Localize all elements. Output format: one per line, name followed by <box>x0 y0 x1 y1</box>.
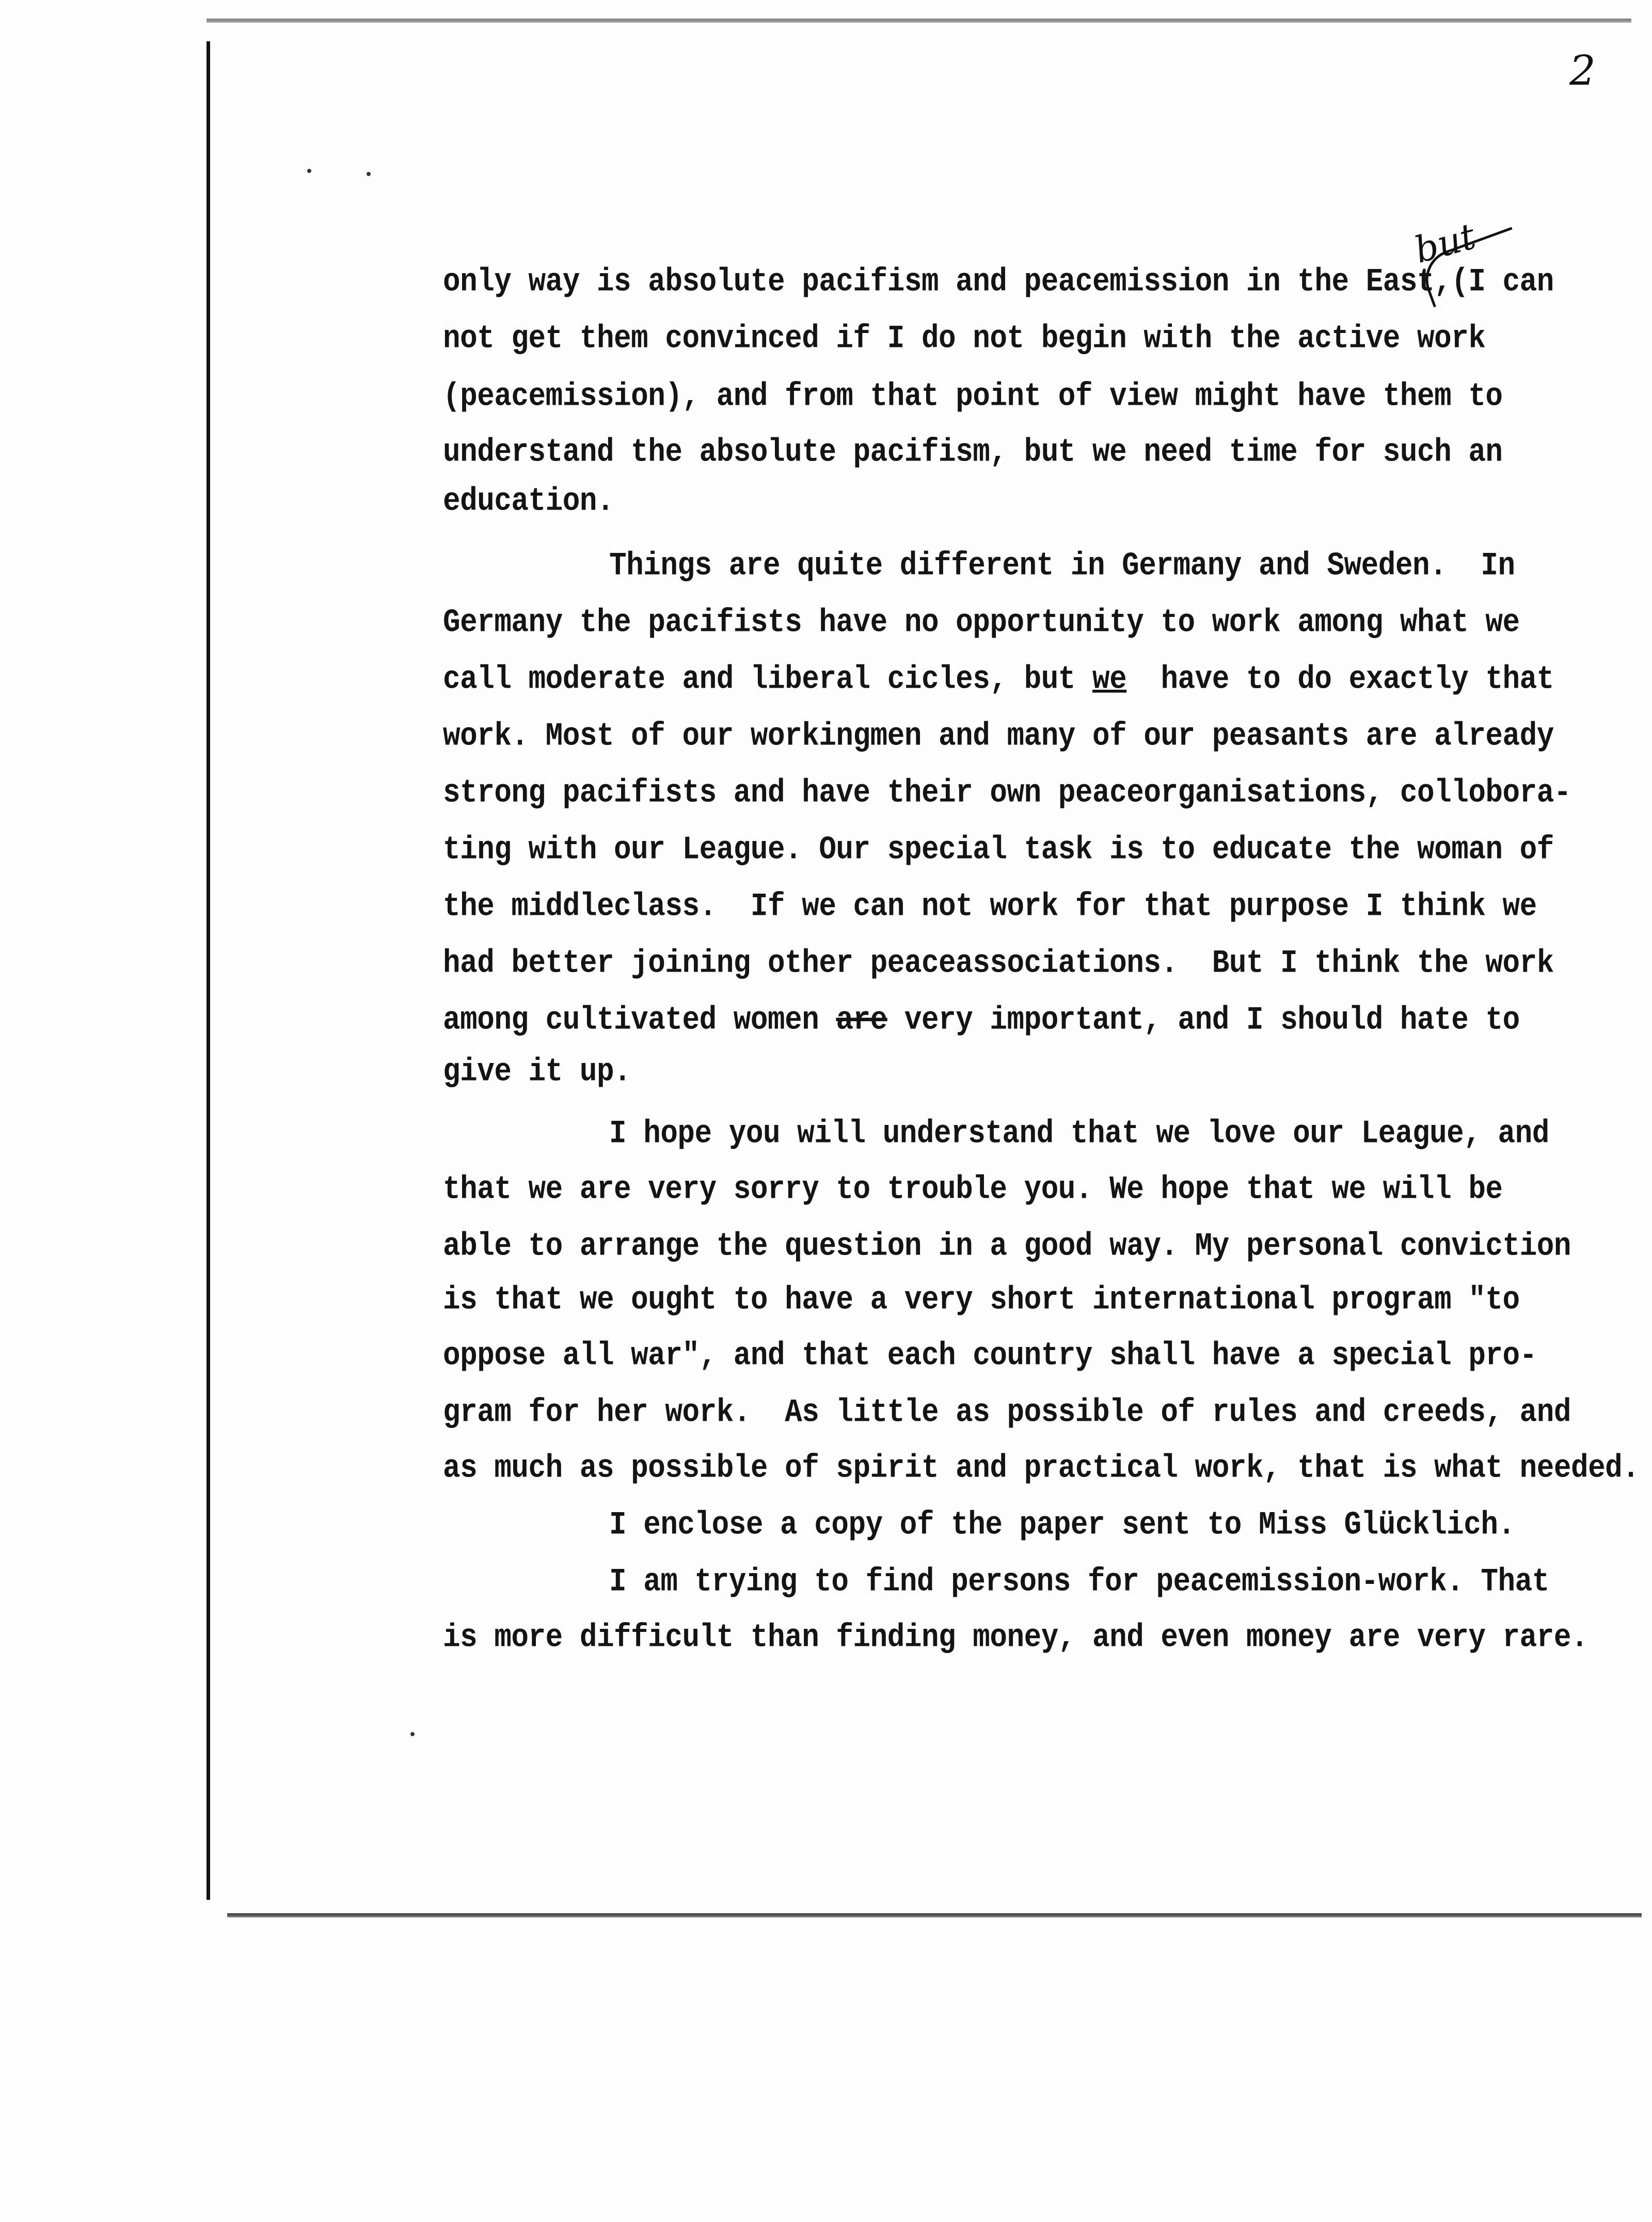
text-segment: among cultivated women <box>443 1002 836 1039</box>
text-line <box>443 263 1554 300</box>
text-line <box>443 378 1503 415</box>
text-segment: that we are very sorry to trouble you. We hope that we will be <box>443 1171 1503 1208</box>
text-line <box>609 1506 1515 1544</box>
text-line <box>609 547 1515 584</box>
text-line <box>443 1002 1520 1039</box>
text-line <box>443 888 1537 925</box>
text-segment: is that we ought to have a very short international program "to <box>443 1281 1520 1319</box>
text-line <box>443 1337 1537 1374</box>
text-line <box>443 945 1554 982</box>
speck <box>367 172 371 176</box>
text-segment: I am trying to find persons for peacemission-work. That <box>609 1563 1549 1600</box>
text-line <box>443 1228 1571 1265</box>
text-line <box>443 718 1554 755</box>
text-line <box>443 1619 1588 1656</box>
text-segment: work. Most of our workingmen and many of our peasants are already <box>443 718 1554 755</box>
text-segment: I enclose a copy of the paper sent to Miss Glücklich. <box>609 1506 1515 1544</box>
text-line <box>443 1053 631 1090</box>
text-line <box>443 774 1571 812</box>
speck <box>410 1732 415 1736</box>
text-segment: very important, and I should hate to <box>887 1002 1520 1039</box>
page-bottom-edge <box>227 1913 1642 1917</box>
text-segment: Things are quite different in Germany and Sweden. In <box>609 547 1515 584</box>
text-line <box>443 1171 1503 1208</box>
speck <box>307 169 311 173</box>
text-line <box>443 1394 1571 1431</box>
handwritten-insert: but <box>1410 215 1480 272</box>
underlined-word: we <box>1092 661 1127 698</box>
text-segment: Germany the pacifists have no opportunity to work among what we <box>443 604 1520 641</box>
text-line <box>443 434 1503 471</box>
text-segment: have to do exactly that <box>1126 661 1554 698</box>
text-segment: call moderate and liberal cicles, but <box>443 661 1093 698</box>
page-left-edge <box>206 41 210 1900</box>
text-line <box>443 661 1554 698</box>
text-line <box>609 1115 1549 1152</box>
text-segment: I hope you will understand that we love our League, and <box>609 1115 1549 1152</box>
page-number: 2 <box>1569 46 1596 94</box>
text-line <box>443 483 614 520</box>
text-segment: as much as possible of spirit and practical work, that is what needed. <box>443 1450 1640 1487</box>
text-segment: ting with our League. Our special task is to educate the woman of <box>443 831 1554 868</box>
text-line <box>609 1563 1549 1600</box>
text-segment: gram for her work. As little as possible of rules and creeds, and <box>443 1394 1571 1431</box>
text-segment: understand the absolute pacifism, but we need time for such an <box>443 434 1503 471</box>
text-line <box>443 320 1485 357</box>
text-segment: (peacemission), and from that point of view might have them to <box>443 378 1503 415</box>
text-line <box>443 604 1520 641</box>
text-line <box>443 1281 1520 1319</box>
text-segment: not get them convinced if I do not begin with the active work <box>443 320 1486 357</box>
page-top-edge <box>206 19 1631 23</box>
text-segment: oppose all war", and that each country shall have a special pro- <box>443 1337 1537 1374</box>
text-line <box>443 1450 1639 1487</box>
text-segment: is more difficult than finding money, and even money are very rare. <box>443 1619 1589 1656</box>
text-segment: had better joining other peaceassociations. But I think the work <box>443 945 1554 982</box>
text-segment: strong pacifists and have their own peaceorganisations, collobora- <box>443 774 1571 812</box>
text-segment: able to arrange the question in a good way. My personal conviction <box>443 1228 1571 1265</box>
struck-word: are <box>836 1002 887 1039</box>
text-segment: education. <box>443 483 614 520</box>
text-segment: the middleclass. If we can not work for that purpose I think we <box>443 888 1537 925</box>
text-segment: give it up. <box>443 1053 631 1090</box>
text-line <box>443 831 1554 868</box>
text-segment: only way is absolute pacifism and peacemission in the East,(I can <box>443 263 1554 300</box>
